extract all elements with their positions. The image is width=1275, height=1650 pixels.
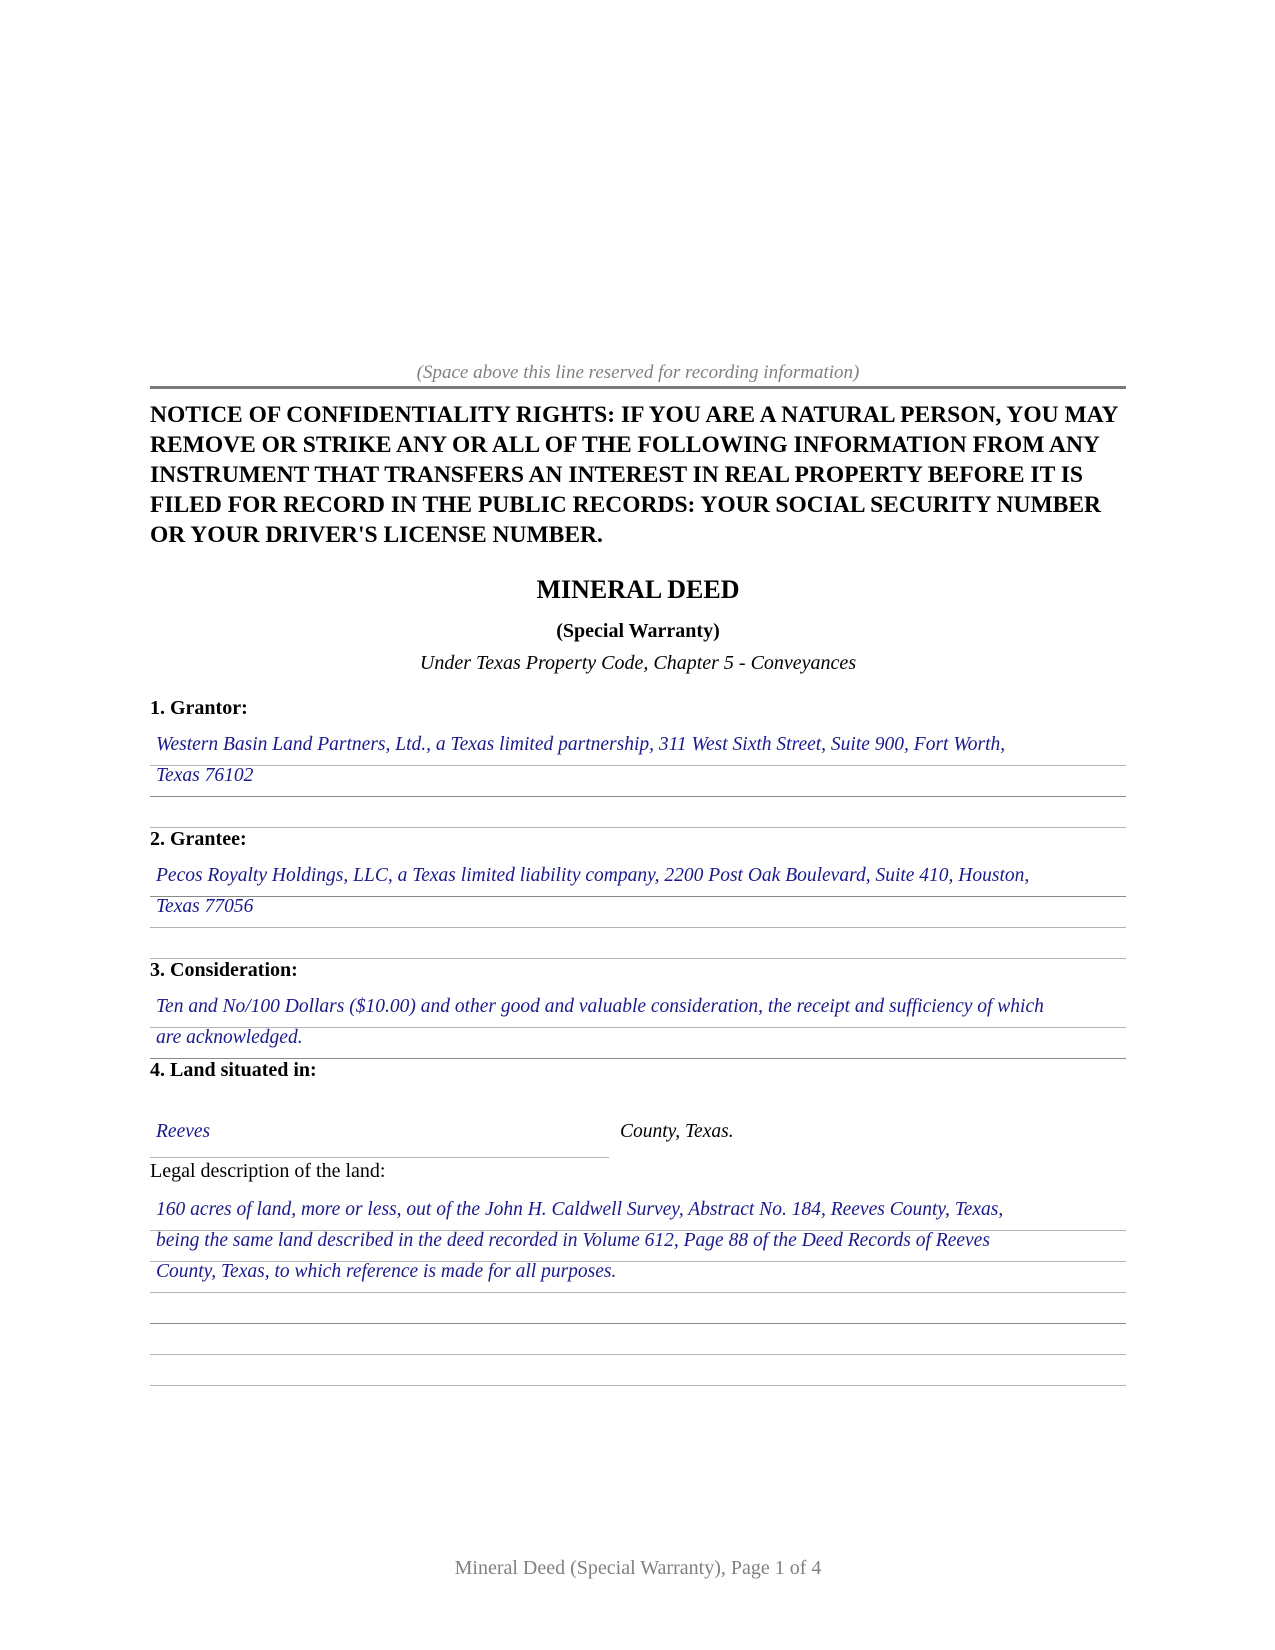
legal-description-label: Legal description of the land: [150, 1160, 386, 1182]
county-field[interactable]: Reeves [156, 1121, 211, 1142]
legal-description-line-1[interactable]: 160 acres of land, more or less, out of the John H. Caldwell Survey, Abstract No. 184, Reeves County, Texas, [156, 1199, 1004, 1220]
legal-description-line-2[interactable]: being the same land described in the deed recorded in Volume 612, Page 88 of the Deed Records of Reeves [156, 1230, 990, 1251]
county-suffix: County, Texas. [620, 1121, 734, 1142]
deed-authority: Under Texas Property Code, Chapter 5 - Conveyances [419, 652, 857, 674]
recording-divider [150, 386, 1126, 389]
consideration-heading: 3. Consideration: [150, 959, 298, 981]
page-footer: Mineral Deed (Special Warranty), Page 1 of 4 [454, 1557, 822, 1579]
grantor-line-2[interactable]: Texas 76102 [156, 765, 254, 786]
grantee-rule-2 [150, 927, 1126, 928]
grantee-line-1[interactable]: Pecos Royalty Holdings, LLC, a Texas limited liability company, 2200 Post Oak Boulevard, Suite 410, Houston, [156, 865, 1030, 886]
county-rule [150, 1157, 609, 1158]
grantor-rule-2 [150, 796, 1126, 797]
deed-title: MINERAL DEED [536, 575, 740, 604]
recording-space-note: (Space above this line reserved for recording information) [416, 362, 860, 383]
legal-rule-3 [150, 1292, 1126, 1293]
grantee-line-2[interactable]: Texas 77056 [156, 896, 254, 917]
deed-subtitle: (Special Warranty) [556, 620, 720, 642]
grantee-heading: 2. Grantee: [150, 828, 247, 850]
consideration-line-2[interactable]: are acknowledged. [156, 1027, 303, 1048]
legal-rule-6 [150, 1385, 1126, 1386]
land-heading: 4. Land situated in: [150, 1059, 317, 1081]
legal-rule-5 [150, 1354, 1126, 1355]
confidentiality-notice: NOTICE OF CONFIDENTIALITY RIGHTS: IF YOU ARE A NATURAL PERSON, YOU MAY REMOVE OR STRIKE ANY OR ALL OF THE FOLLOWING INFORMATION FROM ANY INSTRUMENT THAT TRANSFERS AN INTEREST IN REAL PROPERTY BEFORE IT IS FILED FOR RECORD IN THE PUBLIC RECORDS: YOUR SOCIAL SECURITY NUMBER OR YOUR DRIVER'S LICENSE NUMBER. [150, 402, 1118, 548]
grantor-line-1[interactable]: Western Basin Land Partners, Ltd., a Texas limited partnership, 311 West Sixth Street, Suite 900, Fort Worth, [156, 734, 1006, 755]
consideration-line-1[interactable]: Ten and No/100 Dollars ($10.00) and other good and valuable consideration, the receipt and sufficiency of which [156, 996, 1044, 1017]
legal-rule-4 [150, 1323, 1126, 1324]
deed-page [150, 0, 1126, 1650]
legal-description-line-3[interactable]: County, Texas, to which reference is made for all purposes. [156, 1261, 617, 1282]
grantor-heading: 1. Grantor: [150, 697, 248, 719]
